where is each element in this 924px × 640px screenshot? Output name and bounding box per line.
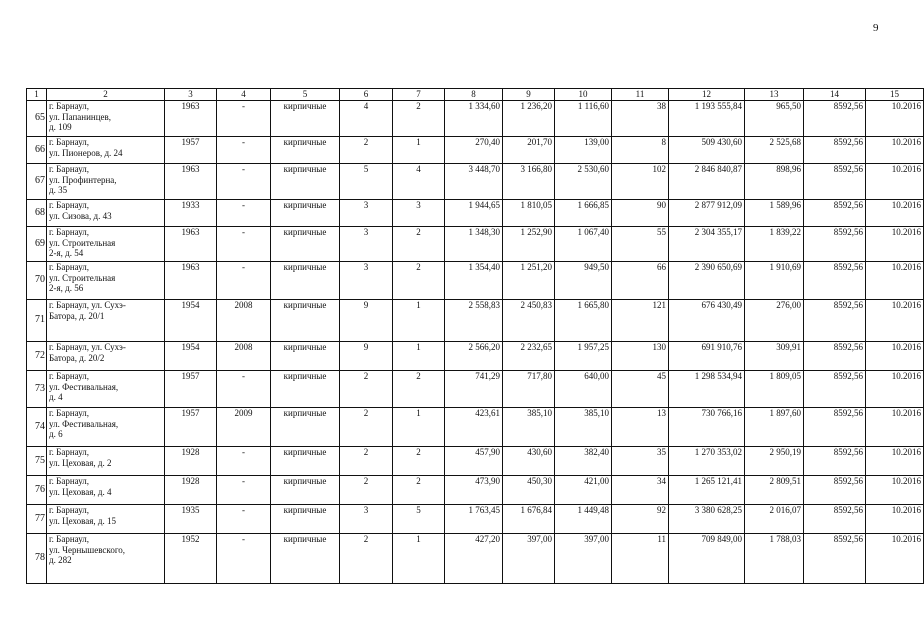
completion-date-cell: 10.2016 <box>866 101 924 137</box>
area-residential-cell: 397,00 <box>555 534 612 584</box>
cost-limit-cell: 8592,56 <box>804 262 866 300</box>
area-residential-cell: 1 116,60 <box>555 101 612 137</box>
year-built-cell: 1935 <box>165 505 217 534</box>
address-line: ул. Профинтерна, <box>49 174 117 185</box>
area-living-cell: 1 676,84 <box>503 505 555 534</box>
completion-date-cell: 10.2016 <box>866 137 924 164</box>
area-total-cell: 457,90 <box>445 447 503 476</box>
area-total-cell: 2 566,20 <box>445 342 503 371</box>
repair-cost-cell: 1 193 555,84 <box>669 101 745 137</box>
address-line: ул. Пионеров, д. 24 <box>49 147 123 158</box>
address-line: г. Барнаул, <box>49 200 90 210</box>
table-row <box>27 101 924 137</box>
year-built-cell: 1963 <box>165 227 217 262</box>
wall-material-cell: кирпичные <box>271 342 340 371</box>
address-line: д. 35 <box>49 185 68 195</box>
column-header: 9 <box>503 89 555 101</box>
repair-cost-cell: 1 265 121,41 <box>669 476 745 505</box>
area-total-cell: 1 354,40 <box>445 262 503 300</box>
column-header: 1 <box>27 89 47 101</box>
address-line: ул. Фестивальная, <box>49 418 119 429</box>
area-residential-cell: 382,40 <box>555 447 612 476</box>
wall-material-cell: кирпичные <box>271 164 340 200</box>
entrances-cell: 2 <box>393 262 445 300</box>
address-line: ул. Папанинцев, <box>49 111 112 122</box>
completion-date-cell: 10.2016 <box>866 447 924 476</box>
address-line: д. 109 <box>49 122 72 132</box>
column-header: 4 <box>217 89 271 101</box>
area-living-cell: 1 251,20 <box>503 262 555 300</box>
year-repair-cell: - <box>217 505 271 534</box>
address-line: г. Барнаул, <box>49 534 90 544</box>
repair-cost-cell: 676 430,49 <box>669 300 745 342</box>
floors-cell: 2 <box>340 534 393 584</box>
completion-date-cell: 10.2016 <box>866 300 924 342</box>
column-header: 14 <box>804 89 866 101</box>
area-living-cell: 397,00 <box>503 534 555 584</box>
cost-limit-cell: 8592,56 <box>804 408 866 447</box>
row-number-cell: 71 <box>27 300 47 342</box>
row-number-cell: 67 <box>27 164 47 200</box>
residents-cell: 102 <box>612 164 669 200</box>
area-residential-cell: 1 666,85 <box>555 200 612 227</box>
address-cell <box>47 342 165 371</box>
column-header: 11 <box>612 89 669 101</box>
year-repair-cell: - <box>217 101 271 137</box>
cost-per-m2-cell: 309,91 <box>745 342 804 371</box>
area-living-cell: 2 232,65 <box>503 342 555 371</box>
floors-cell: 3 <box>340 227 393 262</box>
repair-cost-cell: 691 910,76 <box>669 342 745 371</box>
table-row <box>27 505 924 534</box>
address-cell <box>47 262 165 300</box>
row-number-cell: 70 <box>27 262 47 300</box>
area-residential-cell: 139,00 <box>555 137 612 164</box>
table-row <box>27 227 924 262</box>
completion-date-cell: 10.2016 <box>866 164 924 200</box>
cost-per-m2-cell: 2 016,07 <box>745 505 804 534</box>
row-number-cell: 76 <box>27 476 47 505</box>
column-header: 7 <box>393 89 445 101</box>
table-row <box>27 300 924 342</box>
area-residential-cell: 640,00 <box>555 371 612 408</box>
address-line: 2-я, д. 54 <box>49 248 84 258</box>
column-header: 8 <box>445 89 503 101</box>
address-cell <box>47 534 165 584</box>
column-header: 10 <box>555 89 612 101</box>
residents-cell: 11 <box>612 534 669 584</box>
year-repair-cell: - <box>217 447 271 476</box>
residents-cell: 13 <box>612 408 669 447</box>
row-number-cell: 77 <box>27 505 47 534</box>
area-living-cell: 201,70 <box>503 137 555 164</box>
entrances-cell: 3 <box>393 200 445 227</box>
address-cell <box>47 137 165 164</box>
residents-cell: 38 <box>612 101 669 137</box>
address-line: г. Барнаул, <box>49 476 90 486</box>
wall-material-cell: кирпичные <box>271 476 340 505</box>
year-built-cell: 1963 <box>165 164 217 200</box>
cost-limit-cell: 8592,56 <box>804 137 866 164</box>
row-number-cell: 78 <box>27 534 47 584</box>
row-number-cell: 68 <box>27 200 47 227</box>
year-built-cell: 1957 <box>165 371 217 408</box>
cost-per-m2-cell: 1 788,03 <box>745 534 804 584</box>
address-cell <box>47 447 165 476</box>
residents-cell: 35 <box>612 447 669 476</box>
residents-cell: 130 <box>612 342 669 371</box>
floors-cell: 9 <box>340 342 393 371</box>
table-row <box>27 262 924 300</box>
completion-date-cell: 10.2016 <box>866 262 924 300</box>
wall-material-cell: кирпичные <box>271 137 340 164</box>
wall-material-cell: кирпичные <box>271 227 340 262</box>
area-total-cell: 423,61 <box>445 408 503 447</box>
floors-cell: 2 <box>340 447 393 476</box>
floors-cell: 3 <box>340 262 393 300</box>
table-row <box>27 371 924 408</box>
floors-cell: 5 <box>340 164 393 200</box>
address-line: г. Барнаул, <box>49 371 90 381</box>
row-number-cell: 69 <box>27 227 47 262</box>
completion-date-cell: 10.2016 <box>866 476 924 505</box>
table-row <box>27 200 924 227</box>
address-line: д. 282 <box>49 555 72 565</box>
year-repair-cell: 2008 <box>217 300 271 342</box>
cost-per-m2-cell: 1 897,60 <box>745 408 804 447</box>
entrances-cell: 2 <box>393 101 445 137</box>
area-residential-cell: 1 665,80 <box>555 300 612 342</box>
entrances-cell: 2 <box>393 371 445 408</box>
area-living-cell: 2 450,83 <box>503 300 555 342</box>
cost-per-m2-cell: 2 809,51 <box>745 476 804 505</box>
row-number-cell: 74 <box>27 408 47 447</box>
year-built-cell: 1928 <box>165 476 217 505</box>
year-repair-cell: - <box>217 371 271 408</box>
address-line: г. Барнаул, ул. Сухэ- <box>49 342 126 352</box>
area-residential-cell: 2 530,60 <box>555 164 612 200</box>
wall-material-cell: кирпичные <box>271 447 340 476</box>
year-repair-cell: - <box>217 137 271 164</box>
area-living-cell: 717,80 <box>503 371 555 408</box>
wall-material-cell: кирпичные <box>271 408 340 447</box>
residents-cell: 55 <box>612 227 669 262</box>
cost-limit-cell: 8592,56 <box>804 164 866 200</box>
address-line: Батора, д. 20/1 <box>49 310 105 321</box>
repair-cost-cell: 709 849,00 <box>669 534 745 584</box>
address-line: г. Барнаул, ул. Сухэ- <box>49 300 126 310</box>
housing-stock-table <box>26 88 924 584</box>
year-built-cell: 1952 <box>165 534 217 584</box>
area-total-cell: 741,29 <box>445 371 503 408</box>
cost-limit-cell: 8592,56 <box>804 371 866 408</box>
entrances-cell: 2 <box>393 447 445 476</box>
entrances-cell: 2 <box>393 476 445 505</box>
cost-limit-cell: 8592,56 <box>804 534 866 584</box>
year-repair-cell: - <box>217 227 271 262</box>
column-header: 12 <box>669 89 745 101</box>
residents-cell: 121 <box>612 300 669 342</box>
wall-material-cell: кирпичные <box>271 262 340 300</box>
area-residential-cell: 1 067,40 <box>555 227 612 262</box>
area-living-cell: 450,30 <box>503 476 555 505</box>
year-repair-cell: 2008 <box>217 342 271 371</box>
cost-per-m2-cell: 1 910,69 <box>745 262 804 300</box>
address-cell <box>47 505 165 534</box>
cost-per-m2-cell: 1 589,96 <box>745 200 804 227</box>
address-line: д. 6 <box>49 429 63 439</box>
area-living-cell: 1 236,20 <box>503 101 555 137</box>
area-total-cell: 473,90 <box>445 476 503 505</box>
cost-per-m2-cell: 1 809,05 <box>745 371 804 408</box>
floors-cell: 2 <box>340 371 393 408</box>
column-header: 2 <box>47 89 165 101</box>
address-line: ул. Сизова, д. 43 <box>49 210 112 221</box>
table-header-row <box>27 89 924 101</box>
wall-material-cell: кирпичные <box>271 505 340 534</box>
table-row <box>27 447 924 476</box>
address-line: г. Барнаул, <box>49 505 90 515</box>
row-number-cell: 72 <box>27 342 47 371</box>
area-total-cell: 2 558,83 <box>445 300 503 342</box>
table-row <box>27 534 924 584</box>
wall-material-cell: кирпичные <box>271 101 340 137</box>
floors-cell: 2 <box>340 476 393 505</box>
cost-per-m2-cell: 2 950,19 <box>745 447 804 476</box>
repair-cost-cell: 1 270 353,02 <box>669 447 745 476</box>
address-cell <box>47 164 165 200</box>
area-total-cell: 1 944,65 <box>445 200 503 227</box>
entrances-cell: 1 <box>393 137 445 164</box>
year-built-cell: 1957 <box>165 137 217 164</box>
area-living-cell: 1 810,05 <box>503 200 555 227</box>
floors-cell: 3 <box>340 200 393 227</box>
address-line: ул. Чернышевского, <box>49 544 126 555</box>
residents-cell: 34 <box>612 476 669 505</box>
area-total-cell: 427,20 <box>445 534 503 584</box>
table-row <box>27 408 924 447</box>
year-built-cell: 1963 <box>165 262 217 300</box>
cost-limit-cell: 8592,56 <box>804 342 866 371</box>
table-row <box>27 164 924 200</box>
area-total-cell: 3 448,70 <box>445 164 503 200</box>
wall-material-cell: кирпичные <box>271 534 340 584</box>
completion-date-cell: 10.2016 <box>866 408 924 447</box>
address-cell <box>47 200 165 227</box>
table-row <box>27 137 924 164</box>
column-header: 13 <box>745 89 804 101</box>
address-line: ул. Строительная <box>49 237 116 248</box>
area-total-cell: 1 763,45 <box>445 505 503 534</box>
completion-date-cell: 10.2016 <box>866 227 924 262</box>
year-built-cell: 1957 <box>165 408 217 447</box>
cost-limit-cell: 8592,56 <box>804 476 866 505</box>
year-built-cell: 1933 <box>165 200 217 227</box>
entrances-cell: 5 <box>393 505 445 534</box>
cost-limit-cell: 8592,56 <box>804 447 866 476</box>
cost-per-m2-cell: 898,96 <box>745 164 804 200</box>
entrances-cell: 4 <box>393 164 445 200</box>
address-line: д. 4 <box>49 392 63 402</box>
area-living-cell: 3 166,80 <box>503 164 555 200</box>
floors-cell: 2 <box>340 137 393 164</box>
completion-date-cell: 10.2016 <box>866 342 924 371</box>
cost-limit-cell: 8592,56 <box>804 227 866 262</box>
address-line: г. Барнаул, <box>49 164 90 174</box>
area-residential-cell: 949,50 <box>555 262 612 300</box>
column-header: 5 <box>271 89 340 101</box>
floors-cell: 4 <box>340 101 393 137</box>
repair-cost-cell: 3 380 628,25 <box>669 505 745 534</box>
year-repair-cell: - <box>217 476 271 505</box>
address-line: г. Барнаул, <box>49 137 90 147</box>
address-cell <box>47 408 165 447</box>
address-cell <box>47 227 165 262</box>
address-cell <box>47 101 165 137</box>
address-line: г. Барнаул, <box>49 262 90 272</box>
repair-cost-cell: 730 766,16 <box>669 408 745 447</box>
cost-limit-cell: 8592,56 <box>804 505 866 534</box>
completion-date-cell: 10.2016 <box>866 200 924 227</box>
area-living-cell: 430,60 <box>503 447 555 476</box>
completion-date-cell: 10.2016 <box>866 534 924 584</box>
address-cell <box>47 371 165 408</box>
completion-date-cell: 10.2016 <box>866 505 924 534</box>
address-line: ул. Строительная <box>49 272 116 283</box>
residents-cell: 92 <box>612 505 669 534</box>
row-number-cell: 66 <box>27 137 47 164</box>
year-repair-cell: - <box>217 534 271 584</box>
repair-cost-cell: 509 430,60 <box>669 137 745 164</box>
year-built-cell: 1954 <box>165 300 217 342</box>
cost-limit-cell: 8592,56 <box>804 300 866 342</box>
cost-per-m2-cell: 1 839,22 <box>745 227 804 262</box>
year-repair-cell: - <box>217 164 271 200</box>
address-line: ул. Цеховая, д. 2 <box>49 457 112 468</box>
column-header: 3 <box>165 89 217 101</box>
table-row <box>27 342 924 371</box>
address-line: ул. Цеховая, д. 4 <box>49 486 112 497</box>
residents-cell: 45 <box>612 371 669 408</box>
address-line: 2-я, д. 56 <box>49 283 84 293</box>
wall-material-cell: кирпичные <box>271 371 340 408</box>
address-line: ул. Цеховая, д. 15 <box>49 515 116 526</box>
repair-cost-cell: 1 298 534,94 <box>669 371 745 408</box>
area-total-cell: 270,40 <box>445 137 503 164</box>
area-living-cell: 385,10 <box>503 408 555 447</box>
year-built-cell: 1928 <box>165 447 217 476</box>
cost-limit-cell: 8592,56 <box>804 101 866 137</box>
row-number-cell: 65 <box>27 101 47 137</box>
area-total-cell: 1 334,60 <box>445 101 503 137</box>
address-line: г. Барнаул, <box>49 101 90 111</box>
floors-cell: 2 <box>340 408 393 447</box>
page-number: 9 <box>873 22 879 34</box>
floors-cell: 3 <box>340 505 393 534</box>
repair-cost-cell: 2 304 355,17 <box>669 227 745 262</box>
address-cell <box>47 300 165 342</box>
repair-cost-cell: 2 877 912,09 <box>669 200 745 227</box>
repair-cost-cell: 2 390 650,69 <box>669 262 745 300</box>
entrances-cell: 1 <box>393 408 445 447</box>
cost-per-m2-cell: 965,50 <box>745 101 804 137</box>
address-line: г. Барнаул, <box>49 408 90 418</box>
residents-cell: 8 <box>612 137 669 164</box>
table-body <box>27 89 924 584</box>
residents-cell: 66 <box>612 262 669 300</box>
completion-date-cell: 10.2016 <box>866 371 924 408</box>
area-living-cell: 1 252,90 <box>503 227 555 262</box>
column-header: 6 <box>340 89 393 101</box>
entrances-cell: 2 <box>393 227 445 262</box>
cost-per-m2-cell: 2 525,68 <box>745 137 804 164</box>
address-line: г. Барнаул, <box>49 227 90 237</box>
area-residential-cell: 385,10 <box>555 408 612 447</box>
entrances-cell: 1 <box>393 300 445 342</box>
residents-cell: 90 <box>612 200 669 227</box>
column-header: 15 <box>866 89 924 101</box>
area-residential-cell: 1 449,48 <box>555 505 612 534</box>
year-repair-cell: - <box>217 262 271 300</box>
entrances-cell: 1 <box>393 342 445 371</box>
address-line: г. Барнаул, <box>49 447 90 457</box>
area-residential-cell: 421,00 <box>555 476 612 505</box>
address-cell <box>47 476 165 505</box>
year-built-cell: 1954 <box>165 342 217 371</box>
area-total-cell: 1 348,30 <box>445 227 503 262</box>
floors-cell: 9 <box>340 300 393 342</box>
entrances-cell: 1 <box>393 534 445 584</box>
area-residential-cell: 1 957,25 <box>555 342 612 371</box>
cost-per-m2-cell: 276,00 <box>745 300 804 342</box>
row-number-cell: 75 <box>27 447 47 476</box>
wall-material-cell: кирпичные <box>271 200 340 227</box>
year-built-cell: 1963 <box>165 101 217 137</box>
table-row <box>27 476 924 505</box>
cost-limit-cell: 8592,56 <box>804 200 866 227</box>
year-repair-cell: - <box>217 200 271 227</box>
year-repair-cell: 2009 <box>217 408 271 447</box>
address-line: ул. Фестивальная, <box>49 381 119 392</box>
repair-cost-cell: 2 846 840,87 <box>669 164 745 200</box>
row-number-cell: 73 <box>27 371 47 408</box>
wall-material-cell: кирпичные <box>271 300 340 342</box>
address-line: Батора, д. 20/2 <box>49 352 105 363</box>
